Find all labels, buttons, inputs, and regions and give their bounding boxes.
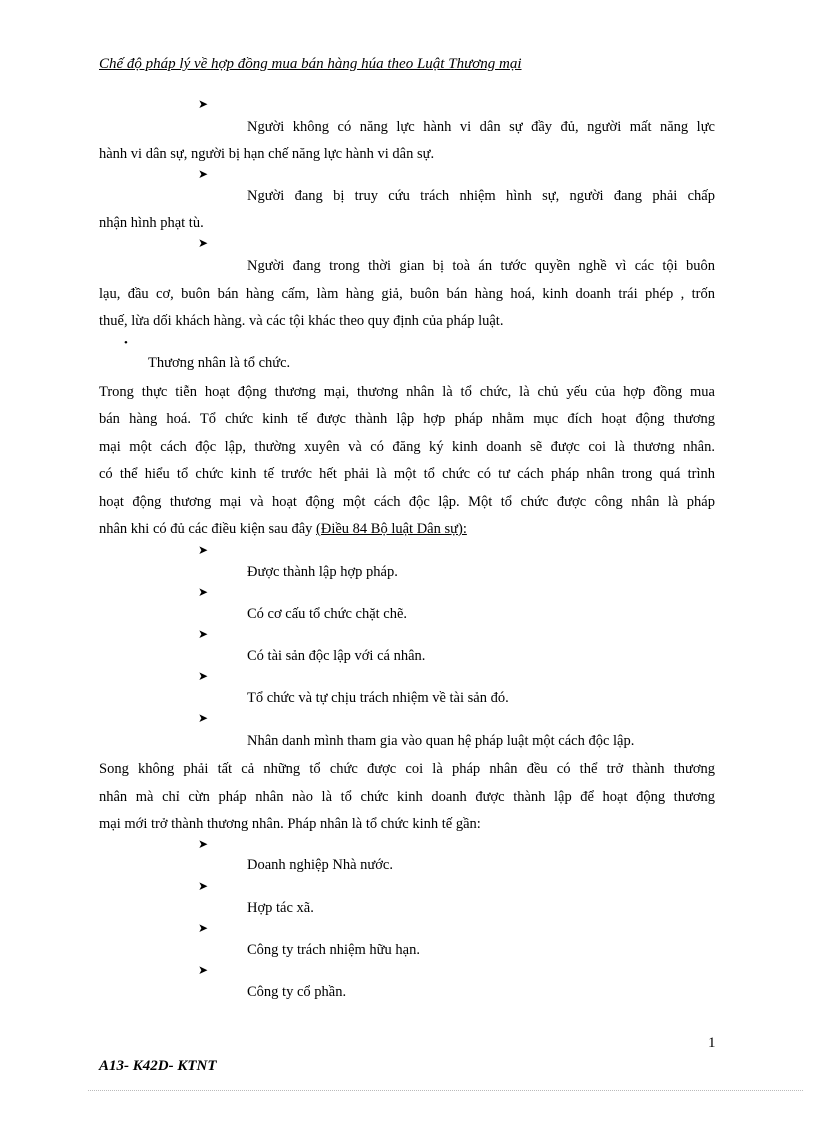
item2-line2: nhận hình phạt tù. bbox=[99, 215, 204, 231]
para1-line5: hoạt động thương mại và hoạt động một cách độc lập. Một tổ chức được công nhân là pháp bbox=[99, 494, 715, 510]
arrow-bullet-icon: ➤ bbox=[198, 963, 209, 977]
footer-divider bbox=[88, 1090, 803, 1091]
running-header: Chế độ pháp lý về hợp đồng mua bán hàng húa theo Luật Thương mại bbox=[99, 56, 522, 72]
arrow-bullet-icon: ➤ bbox=[198, 236, 209, 250]
item2-line1: Người đang bị truy cứu trách nhiệm hình sự, người đang phải chấp bbox=[247, 188, 715, 204]
arrow-bullet-icon: ➤ bbox=[198, 669, 209, 683]
arrow-bullet-icon: ➤ bbox=[198, 879, 209, 893]
para1-line2: bán hàng hoá. Tổ chức kinh tế được thành lập hợp pháp nhằm mục đích hoạt động thương bbox=[99, 411, 715, 427]
para1-line4: có thể hiểu tổ chức kinh tế trước hết phải là một tổ chức có tư cách pháp nhân trong quá trình bbox=[99, 466, 715, 482]
para2-line2: nhân mà chỉ cừn pháp nhân nào là tổ chức kinh doanh được thành lập để hoạt động thương bbox=[99, 789, 715, 805]
arrow-bullet-icon: ➤ bbox=[198, 585, 209, 599]
arrow-bullet-icon: ➤ bbox=[198, 167, 209, 181]
arrow-bullet-icon: ➤ bbox=[198, 837, 209, 851]
para1-line6 bbox=[99, 516, 467, 543]
para2-line3: mại mới trở thành thương nhân. Pháp nhân là tổ chức kinh tế gần: bbox=[99, 816, 481, 832]
item3-line1: Người đang trong thời gian bị toà án tước quyền nghề vì các tội buôn bbox=[247, 258, 715, 274]
entity-item: Công ty trách nhiệm hữu hạn. bbox=[247, 942, 420, 958]
item1-line1: Người không có năng lực hành vi dân sự đầy đủ, người mất năng lực bbox=[247, 119, 715, 135]
condition-item: Có cơ cấu tổ chức chặt chẽ. bbox=[247, 606, 408, 622]
item3-line3: thuế, lừa dối khách hàng. và các tội khác theo quy định của pháp luật. bbox=[99, 313, 504, 329]
condition-item: Có tài sản độc lập với cá nhân. bbox=[247, 648, 426, 664]
para2-line1: Song không phải tất cả những tổ chức được coi là pháp nhân đều có thể trở thành thương bbox=[99, 761, 715, 777]
para1-line3: mại một cách độc lập, thường xuyên và có đăng ký kinh doanh sẽ được coi là thương nhân. bbox=[99, 439, 715, 455]
para1-line1: Trong thực tiễn hoạt động thương mại, thương nhân là tổ chức, là chủ yếu của hợp đồng mua bbox=[99, 384, 715, 400]
condition-item: Được thành lập hợp pháp. bbox=[247, 564, 398, 580]
page-number: 1 bbox=[708, 1035, 716, 1051]
item1-line2: hành vi dân sự, người bị hạn chế năng lực hành vi dân sự. bbox=[99, 146, 435, 162]
legal-reference: (Điều 84 Bộ luật Dân sự): bbox=[316, 521, 467, 537]
condition-item: Nhân danh mình tham gia vào quan hệ pháp luật một cách độc lập. bbox=[247, 733, 635, 749]
round-bullet-icon: • bbox=[124, 337, 128, 349]
running-footer: A13- K42D- KTNT bbox=[99, 1058, 217, 1074]
arrow-bullet-icon: ➤ bbox=[198, 711, 209, 725]
para1-line6-text: nhân khi có đủ các điều kiện sau đây bbox=[99, 521, 317, 537]
entity-item: Hợp tác xã. bbox=[247, 900, 314, 916]
arrow-bullet-icon: ➤ bbox=[198, 543, 209, 557]
entity-item: Công ty cổ phần. bbox=[247, 984, 347, 1000]
bullet-item-text: Thương nhân là tổ chức. bbox=[148, 355, 291, 371]
condition-item: Tổ chức và tự chịu trách nhiệm về tài sản đó. bbox=[247, 690, 509, 706]
entity-item: Doanh nghiệp Nhà nước. bbox=[247, 857, 393, 873]
arrow-bullet-icon: ➤ bbox=[198, 97, 209, 111]
arrow-bullet-icon: ➤ bbox=[198, 627, 209, 641]
item3-line2: lạu, đầu cơ, buôn bán hàng cấm, làm hàng giả, buôn bán hàng hoá, kinh doanh trái phép , trốn bbox=[99, 286, 715, 302]
arrow-bullet-icon: ➤ bbox=[198, 921, 209, 935]
